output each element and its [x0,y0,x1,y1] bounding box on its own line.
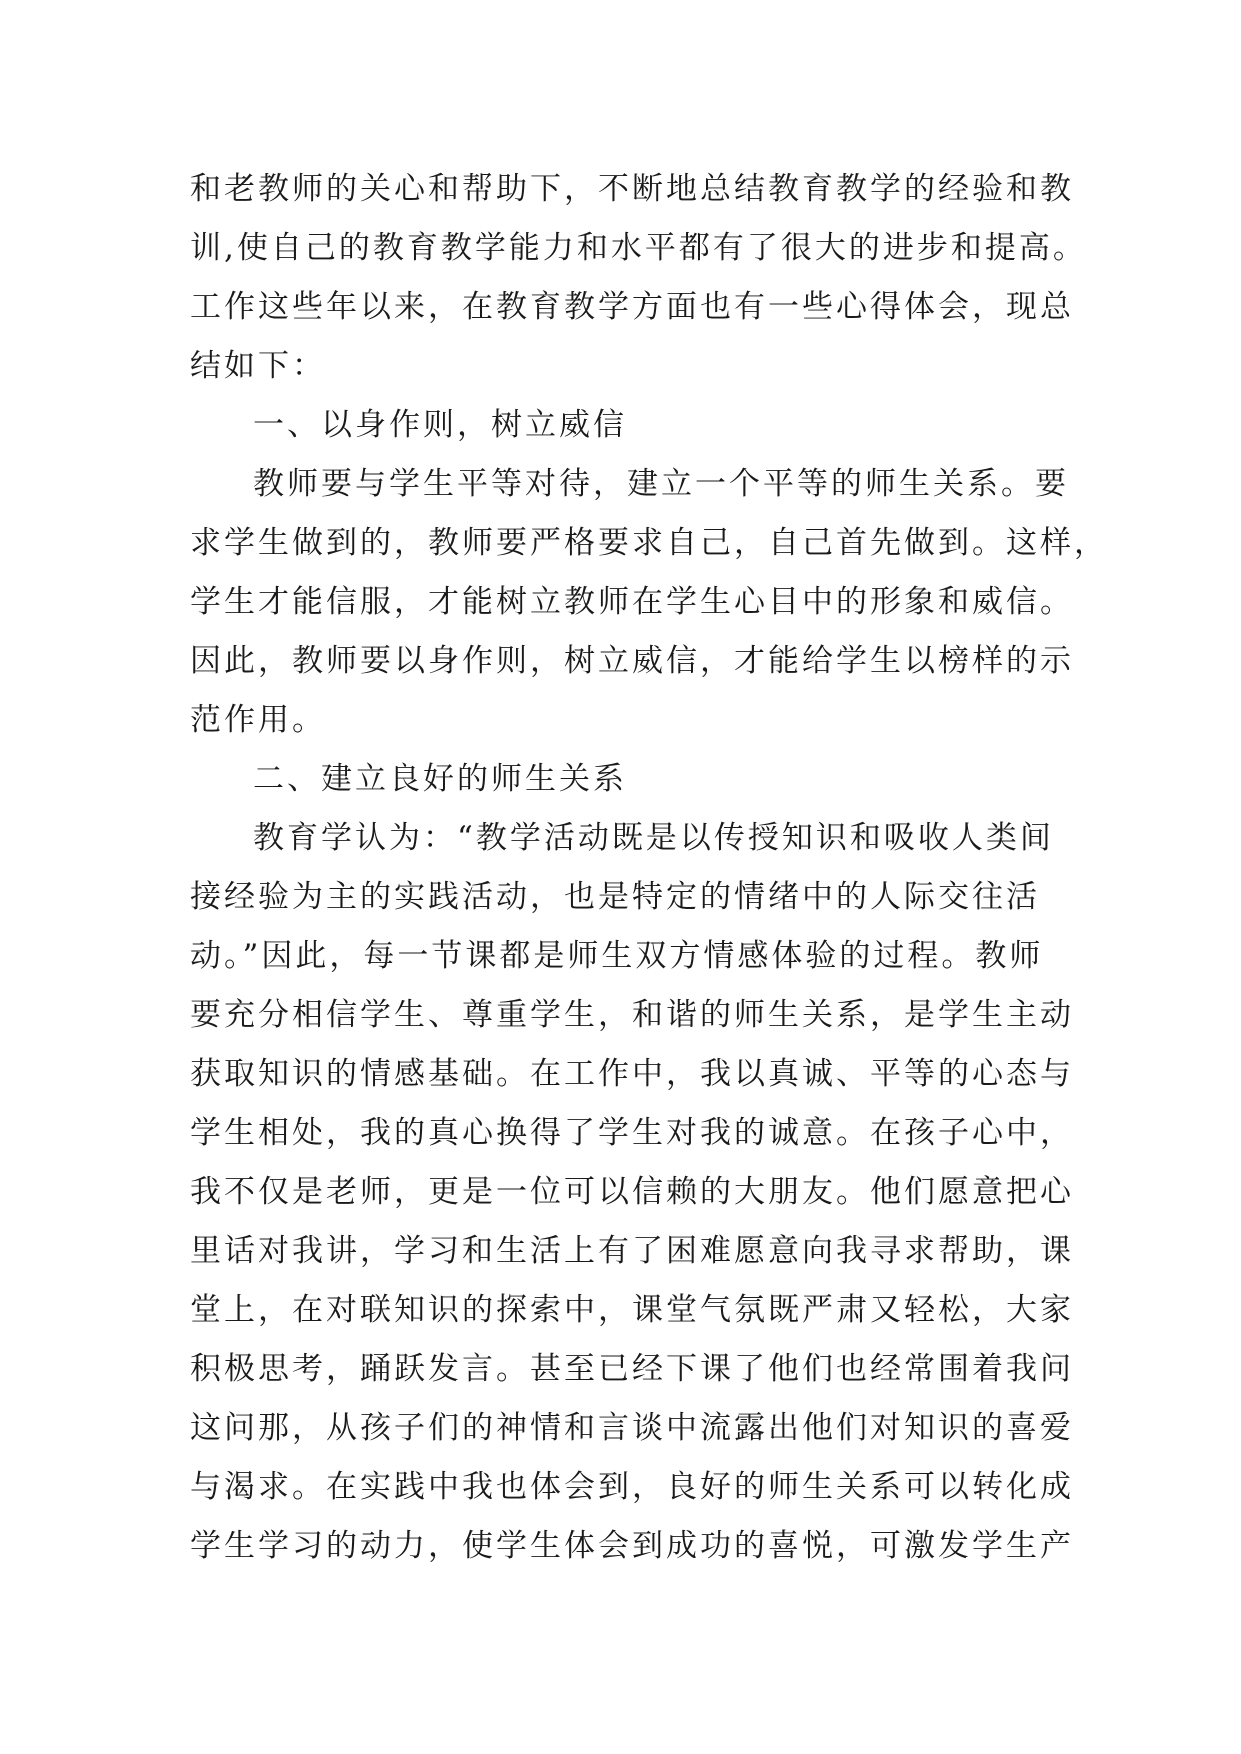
paragraph-line: 学生才能信服，才能树立教师在学生心目中的形象和威信。 [190,584,1074,620]
paragraph-line: 学生学习的动力，使学生体会到成功的喜悦，可激发学生产 [190,1528,1074,1564]
paragraph-line-indented: 教育学认为：“教学活动既是以传授知识和吸收人类间 [253,820,1054,856]
paragraph-line: 求学生做到的，教师要严格要求自己，自己首先做到。这样， [190,525,1108,561]
paragraph-line: 范作用。 [190,702,326,738]
paragraph-line: 工作这些年以来，在教育教学方面也有一些心得体会，现总 [190,289,1074,325]
paragraph-line: 结如下： [190,348,326,384]
paragraph-line-indented: 教师要与学生平等对待，建立一个平等的师生关系。要 [253,466,1069,502]
body-text [190,160,1108,1576]
paragraph-line-indented: 一、以身作则，树立威信 [253,407,627,443]
paragraph-line: 获取知识的情感基础。在工作中，我以真诚、平等的心态与 [190,1056,1074,1092]
paragraph-line: 堂上，在对联知识的探索中，课堂气氛既严肃又轻松，大家 [190,1292,1074,1328]
paragraph-line: 因此，教师要以身作则，树立威信，才能给学生以榜样的示 [190,643,1074,679]
paragraph-line: 学生相处，我的真心换得了学生对我的诚意。在孩子心中， [190,1115,1074,1151]
paragraph-line: 要充分相信学生、尊重学生，和谐的师生关系，是学生主动 [190,997,1074,1033]
paragraph-line: 训,使自己的教育教学能力和水平都有了很大的进步和提高。 [190,230,1087,266]
paragraph-line: 和老教师的关心和帮助下，不断地总结教育教学的经验和教 [190,171,1074,207]
paragraph-line-indented: 二、建立良好的师生关系 [253,761,627,797]
paragraph-line: 里话对我讲，学习和生活上有了困难愿意向我寻求帮助，课 [190,1233,1074,1269]
paragraph-line: 这问那，从孩子们的神情和言谈中流露出他们对知识的喜爱 [190,1410,1074,1446]
paragraph-line: 我不仅是老师，更是一位可以信赖的大朋友。他们愿意把心 [190,1174,1074,1210]
paragraph-line: 接经验为主的实践活动，也是特定的情绪中的人际交往活 [190,879,1040,915]
paragraph-line: 积极思考，踊跃发言。甚至已经下课了他们也经常围着我问 [190,1351,1074,1387]
paragraph-line: 与渴求。在实践中我也体会到，良好的师生关系可以转化成 [190,1469,1074,1505]
paragraph-line: 动。”因此，每一节课都是师生双方情感体验的过程。教师 [190,938,1044,974]
